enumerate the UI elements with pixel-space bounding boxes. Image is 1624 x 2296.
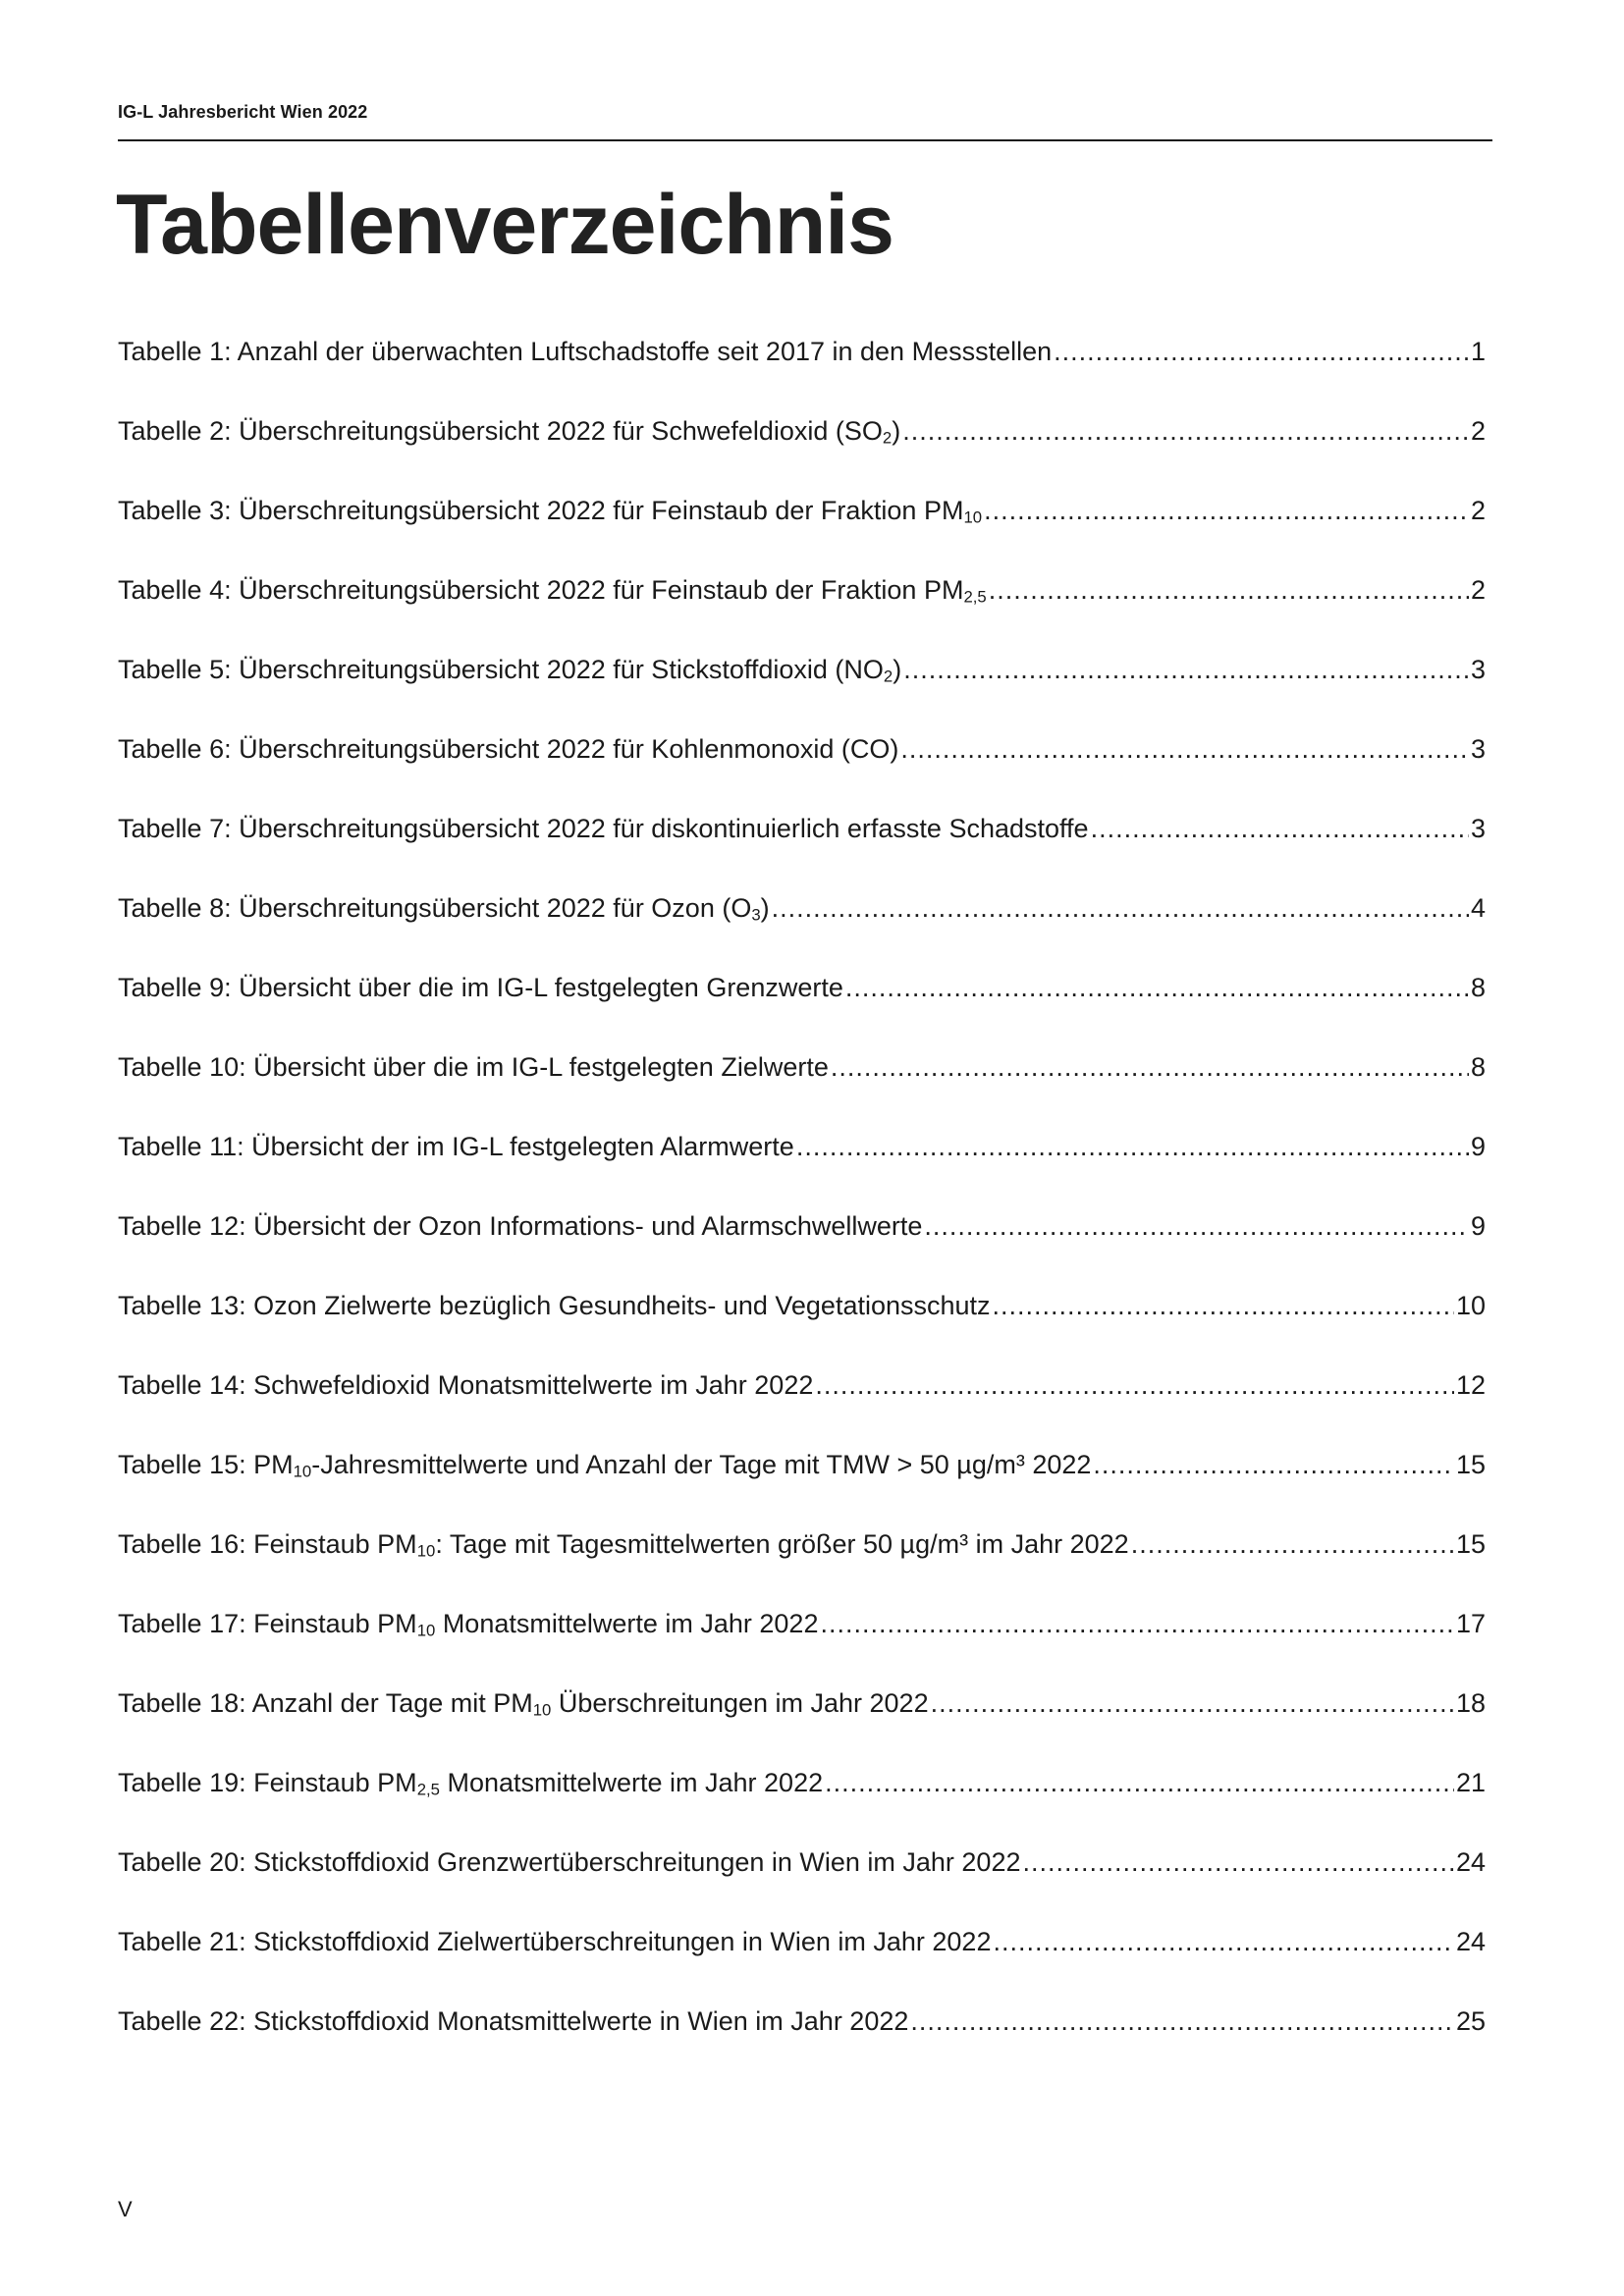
title-text: Tabelle 5: Überschreitungsübersicht 2022 für Stickstoffdioxid (NO <box>118 655 884 684</box>
toc-entry[interactable] <box>118 1358 1486 1437</box>
title-text: Tabelle 1: Anzahl der überwachten Luftschadstoffe seit 2017 in den Messstellen <box>118 337 1053 366</box>
toc-entry-title <box>118 1596 818 1651</box>
subscript-text: 10 <box>416 1541 436 1561</box>
title-text: ) <box>892 416 901 446</box>
subscript-text: 2 <box>882 428 893 448</box>
dot-leader <box>831 1040 1469 1095</box>
toc-entry-page: 18 <box>1455 1688 1486 1718</box>
title-text: Tabelle 19: Feinstaub PM <box>118 1768 417 1797</box>
toc-entry[interactable] <box>118 960 1486 1040</box>
toc-entry-page: 3 <box>1470 814 1486 843</box>
toc-entry-page: 3 <box>1470 734 1486 764</box>
title-text: Tabelle 16: Feinstaub PM <box>118 1529 417 1559</box>
toc-entry-page: 8 <box>1470 973 1486 1002</box>
toc-entry-title <box>118 1119 794 1174</box>
toc-entry-title <box>118 1994 908 2049</box>
toc-entry-page: 3 <box>1470 655 1486 684</box>
toc-entry-title <box>118 1835 1020 1890</box>
title-text: Monatsmittelwerte im Jahr 2022 <box>439 1768 824 1797</box>
title-text: Tabelle 2: Überschreitungsübersicht 2022 für Schwefeldioxid (SO <box>118 416 883 446</box>
title-text: Tabelle 7: Überschreitungsübersicht 2022 für diskontinuierlich erfasste Schadstoffe <box>118 814 1089 843</box>
toc-entry-title <box>118 721 898 776</box>
toc-entry-page: 4 <box>1470 893 1486 923</box>
toc-entry-title <box>118 801 1089 856</box>
toc-entry[interactable] <box>118 1517 1486 1596</box>
toc-entry-title <box>118 1040 829 1095</box>
subscript-text: 2,5 <box>963 587 987 607</box>
running-header: IG-L Jahresbericht Wien 2022 <box>118 102 368 122</box>
subscript-text: 2 <box>883 667 893 686</box>
toc-entry-page: 10 <box>1455 1291 1486 1320</box>
toc-entry[interactable] <box>118 1199 1486 1278</box>
toc-entry-title <box>118 483 982 538</box>
title-text: Tabelle 11: Übersicht der im IG-L festgelegten Alarmwerte <box>118 1132 794 1161</box>
title-text: Tabelle 13: Ozon Zielwerte bezüglich Gesundheits- und Vegetationsschutz <box>118 1291 991 1320</box>
dot-leader <box>902 403 1469 458</box>
title-text: Überschreitungen im Jahr 2022 <box>551 1688 929 1718</box>
toc-entry[interactable] <box>118 642 1486 721</box>
toc-entry[interactable] <box>118 483 1486 562</box>
toc-entry-title <box>118 1676 929 1731</box>
dot-leader <box>1131 1517 1454 1572</box>
toc-entry[interactable] <box>118 1119 1486 1199</box>
toc-entry[interactable] <box>118 1914 1486 1994</box>
toc-entry[interactable] <box>118 324 1486 403</box>
toc-entry-title <box>118 960 843 1015</box>
header-divider <box>118 139 1492 141</box>
dot-leader <box>989 562 1469 617</box>
dot-leader <box>993 1278 1454 1333</box>
toc-entry-title <box>118 1517 1129 1572</box>
toc-entry-page: 15 <box>1455 1450 1486 1479</box>
subscript-text: 10 <box>963 507 983 527</box>
toc-entry-page: 17 <box>1455 1609 1486 1638</box>
title-text: Tabelle 4: Überschreitungsübersicht 2022 für Feinstaub der Fraktion PM <box>118 575 964 605</box>
dot-leader <box>796 1119 1469 1174</box>
dot-leader <box>1093 1437 1454 1492</box>
title-text: Tabelle 6: Überschreitungsübersicht 2022 für Kohlenmonoxid (CO) <box>118 734 899 764</box>
title-text: Tabelle 10: Übersicht über die im IG-L festgelegten Zielwerte <box>118 1052 829 1082</box>
toc-entry-page: 9 <box>1470 1132 1486 1161</box>
dot-leader <box>903 642 1469 697</box>
toc-entry[interactable] <box>118 1278 1486 1358</box>
dot-leader <box>924 1199 1469 1254</box>
dot-leader <box>815 1358 1454 1413</box>
dot-leader <box>900 721 1469 776</box>
toc-entry[interactable] <box>118 1596 1486 1676</box>
title-text: ) <box>760 893 770 923</box>
dot-leader <box>825 1755 1454 1810</box>
dot-leader <box>993 1914 1453 1969</box>
title-text: -Jahresmittelwerte und Anzahl der Tage mit TMW > 50 µg/m³ 2022 <box>311 1450 1092 1479</box>
toc-entry-page: 2 <box>1470 496 1486 525</box>
toc-entry-page: 1 <box>1470 337 1486 366</box>
toc-entry-title <box>118 403 900 458</box>
toc-entry-page: 24 <box>1455 1927 1486 1956</box>
toc-entry-page: 21 <box>1455 1768 1486 1797</box>
dot-leader <box>1022 1835 1453 1890</box>
title-text: Tabelle 22: Stickstoffdioxid Monatsmittelwerte in Wien im Jahr 2022 <box>118 2006 909 2036</box>
dot-leader <box>820 1596 1453 1651</box>
dot-leader <box>931 1676 1454 1731</box>
toc-entry[interactable] <box>118 1437 1486 1517</box>
toc-entry-title <box>118 1358 813 1413</box>
toc-entry-title <box>118 1199 922 1254</box>
dot-leader <box>1054 324 1469 379</box>
toc-entry-page: 2 <box>1470 575 1486 605</box>
toc-entry[interactable] <box>118 1835 1486 1914</box>
title-text: Tabelle 3: Überschreitungsübersicht 2022 für Feinstaub der Fraktion PM <box>118 496 964 525</box>
toc-entry-title <box>118 642 901 697</box>
subscript-text: 3 <box>751 905 761 925</box>
title-text: Tabelle 14: Schwefeldioxid Monatsmittelwerte im Jahr 2022 <box>118 1370 814 1400</box>
toc-entry[interactable] <box>118 1676 1486 1755</box>
toc-entry-page: 8 <box>1470 1052 1486 1082</box>
toc-entry-title <box>118 881 770 935</box>
toc-entry[interactable] <box>118 1040 1486 1119</box>
toc-entry[interactable] <box>118 1994 1486 2073</box>
title-text: Tabelle 8: Überschreitungsübersicht 2022 für Ozon (O <box>118 893 752 923</box>
dot-leader <box>910 1994 1454 2049</box>
title-text: Tabelle 15: PM <box>118 1450 294 1479</box>
dot-leader <box>772 881 1469 935</box>
dot-leader <box>1091 801 1469 856</box>
table-of-tables <box>118 324 1486 2073</box>
toc-entry-page: 12 <box>1455 1370 1486 1400</box>
subscript-text: 10 <box>532 1700 552 1720</box>
title-text: Tabelle 12: Übersicht der Ozon Informations- und Alarmschwellwerte <box>118 1211 923 1241</box>
toc-entry[interactable] <box>118 801 1486 881</box>
subscript-text: 10 <box>416 1621 436 1640</box>
title-text: ) <box>893 655 902 684</box>
toc-entry-title <box>118 1437 1091 1492</box>
toc-entry[interactable] <box>118 721 1486 801</box>
title-text: Monatsmittelwerte im Jahr 2022 <box>435 1609 819 1638</box>
title-text: Tabelle 9: Übersicht über die im IG-L festgelegten Grenzwerte <box>118 973 843 1002</box>
toc-entry-title <box>118 1755 823 1810</box>
toc-entry[interactable] <box>118 1755 1486 1835</box>
subscript-text: 2,5 <box>416 1780 440 1799</box>
title-text: Tabelle 18: Anzahl der Tage mit PM <box>118 1688 533 1718</box>
title-text: Tabelle 17: Feinstaub PM <box>118 1609 417 1638</box>
toc-entry[interactable] <box>118 403 1486 483</box>
toc-entry-title <box>118 562 987 617</box>
dot-leader <box>984 483 1469 538</box>
subscript-text: 10 <box>293 1462 312 1481</box>
toc-entry-page: 9 <box>1470 1211 1486 1241</box>
toc-entry-title <box>118 1914 991 1969</box>
page-number: V <box>118 2197 133 2221</box>
toc-entry[interactable] <box>118 881 1486 960</box>
title-text: : Tage mit Tagesmittelwerten größer 50 µg/m³ im Jahr 2022 <box>435 1529 1129 1559</box>
toc-entry-title <box>118 1278 991 1333</box>
toc-entry-page: 15 <box>1455 1529 1486 1559</box>
toc-entry-page: 25 <box>1455 2006 1486 2036</box>
dot-leader <box>845 960 1469 1015</box>
title-text: Tabelle 21: Stickstoffdioxid Zielwertüberschreitungen in Wien im Jahr 2022 <box>118 1927 992 1956</box>
toc-entry-page: 2 <box>1470 416 1486 446</box>
title-text: Tabelle 20: Stickstoffdioxid Grenzwertüberschreitungen in Wien im Jahr 2022 <box>118 1847 1021 1877</box>
toc-entry-page: 24 <box>1455 1847 1486 1877</box>
page-title: Tabellenverzeichnis <box>116 178 893 272</box>
toc-entry-title <box>118 324 1052 379</box>
toc-entry[interactable] <box>118 562 1486 642</box>
